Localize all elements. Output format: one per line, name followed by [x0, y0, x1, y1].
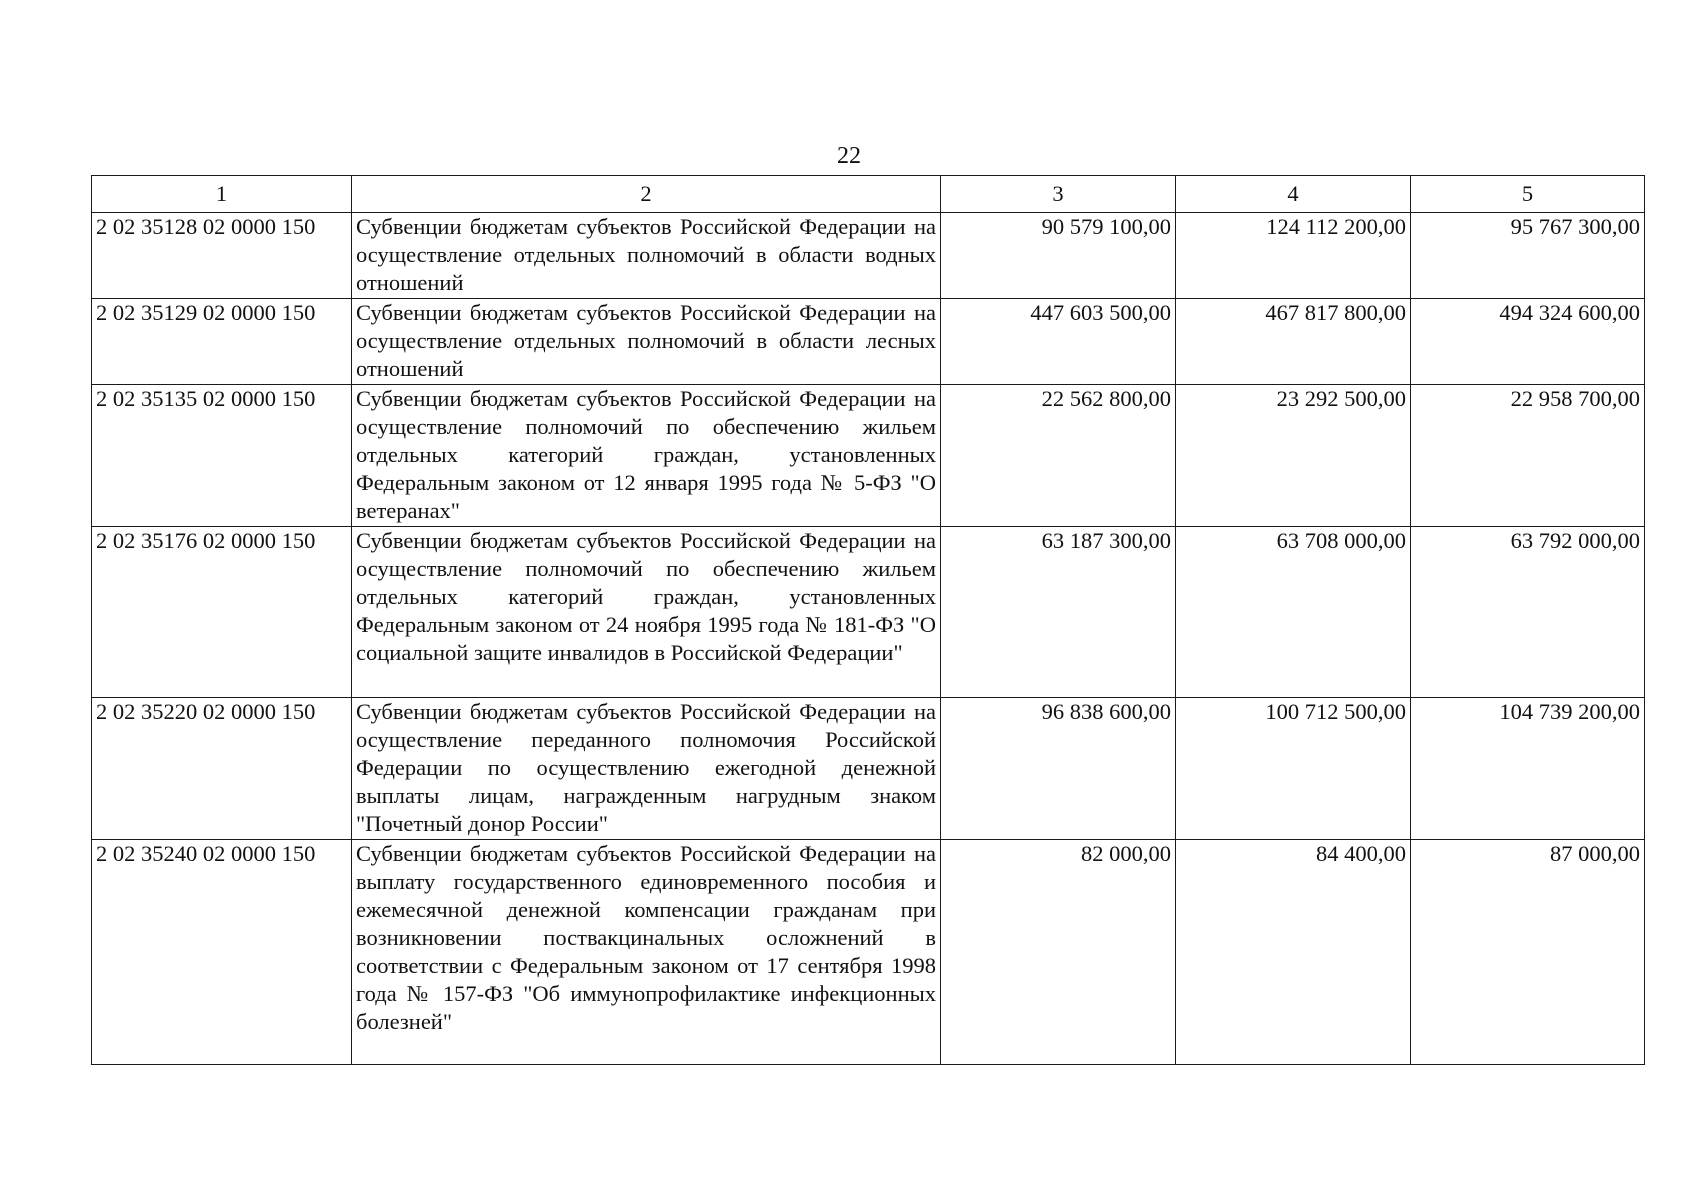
budget-code: 2 02 35129 02 0000 150	[92, 299, 352, 385]
table-row	[92, 385, 1645, 527]
amount-col-3: 82 000,00	[941, 840, 1176, 1065]
table-header-row	[92, 176, 1645, 213]
description: Субвенции бюджетам субъектов Российской Федерации на осуществление полномочий по обеспечению жильем отдельных категорий граждан, установленных Федеральным законом от 12 января 1995 года № 5-ФЗ "О ветеранах"	[352, 385, 941, 527]
amount-col-4: 100 712 500,00	[1176, 698, 1411, 840]
table-row	[92, 527, 1645, 698]
header-col-5: 5	[1411, 176, 1645, 213]
table-row	[92, 213, 1645, 299]
table-row	[92, 698, 1645, 840]
amount-col-3: 447 603 500,00	[941, 299, 1176, 385]
header-col-3: 3	[941, 176, 1176, 213]
header-col-2: 2	[352, 176, 941, 213]
description: Субвенции бюджетам субъектов Российской Федерации на осуществление переданного полномочия Российской Федерации по осуществлению ежегодной денежной выплаты лицам, награжденным нагрудным знаком "Почетный донор России"	[352, 698, 941, 840]
budget-code: 2 02 35220 02 0000 150	[92, 698, 352, 840]
amount-col-3: 22 562 800,00	[941, 385, 1176, 527]
amount-col-5: 63 792 000,00	[1411, 527, 1645, 698]
amount-col-4: 84 400,00	[1176, 840, 1411, 1065]
amount-col-5: 104 739 200,00	[1411, 698, 1645, 840]
amount-col-4: 467 817 800,00	[1176, 299, 1411, 385]
table-row	[92, 299, 1645, 385]
amount-col-4: 63 708 000,00	[1176, 527, 1411, 698]
page-number: 22	[837, 143, 861, 169]
description: Субвенции бюджетам субъектов Российской Федерации на осуществление отдельных полномочий в области лесных отношений	[352, 299, 941, 385]
description: Субвенции бюджетам субъектов Российской Федерации на осуществление полномочий по обеспечению жильем отдельных категорий граждан, установленных Федеральным законом от 24 ноября 1995 года № 181-ФЗ "О социальной защите инвалидов в Российской Федерации"	[352, 527, 941, 698]
header-col-4: 4	[1176, 176, 1411, 213]
amount-col-3: 63 187 300,00	[941, 527, 1176, 698]
header-col-1: 1	[92, 176, 352, 213]
amount-col-5: 22 958 700,00	[1411, 385, 1645, 527]
amount-col-4: 23 292 500,00	[1176, 385, 1411, 527]
description: Субвенции бюджетам субъектов Российской Федерации на выплату государственного единовременного пособия и ежемесячной денежной компенсации гражданам при возникновении поствакцинальных осложнений в соответствии с Федеральным законом от 17 сентября 1998 года № 157-ФЗ "Об иммунопрофилактике инфекционных болезней"	[352, 840, 941, 1065]
budget-code: 2 02 35176 02 0000 150	[92, 527, 352, 698]
budget-code: 2 02 35240 02 0000 150	[92, 840, 352, 1065]
table-row	[92, 840, 1645, 1065]
amount-col-3: 90 579 100,00	[941, 213, 1176, 299]
amount-col-3: 96 838 600,00	[941, 698, 1176, 840]
amount-col-5: 95 767 300,00	[1411, 213, 1645, 299]
amount-col-5: 494 324 600,00	[1411, 299, 1645, 385]
budget-code: 2 02 35135 02 0000 150	[92, 385, 352, 527]
budget-table	[91, 175, 1645, 1065]
description: Субвенции бюджетам субъектов Российской Федерации на осуществление отдельных полномочий в области водных отношений	[352, 213, 941, 299]
amount-col-5: 87 000,00	[1411, 840, 1645, 1065]
budget-code: 2 02 35128 02 0000 150	[92, 213, 352, 299]
amount-col-4: 124 112 200,00	[1176, 213, 1411, 299]
